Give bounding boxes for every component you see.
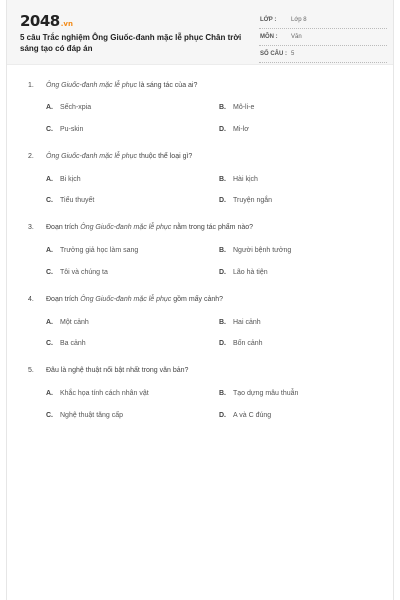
option-text: Tiểu thuyết [60, 197, 95, 204]
meta-row-count [259, 46, 387, 63]
option-letter: B. [219, 390, 226, 397]
option-letter: D. [219, 126, 226, 133]
option-c[interactable] [46, 411, 123, 421]
option-letter: A. [46, 247, 53, 254]
option-text: Mi-lơ [233, 126, 249, 133]
option-letter: D. [219, 412, 226, 419]
question-suffix: nằm trong tác phẩm nào? [171, 224, 254, 231]
option-c[interactable] [46, 268, 108, 278]
option-text: Ba cảnh [60, 340, 86, 347]
option-text: Hai cảnh [233, 319, 261, 326]
question-text [28, 366, 378, 376]
question-number: 5. [28, 367, 34, 374]
option-letter: A. [46, 176, 53, 183]
option-letter: D. [219, 197, 226, 204]
option-a[interactable] [46, 389, 149, 399]
meta-row-subject [259, 29, 387, 46]
option-letter: B. [219, 176, 226, 183]
option-text: Tạo dựng mâu thuẫn [233, 390, 299, 397]
option-d[interactable] [219, 125, 249, 135]
option-d[interactable] [219, 339, 263, 349]
option-text: Tôi và chúng ta [60, 269, 108, 276]
meta-value: 5 [291, 51, 295, 57]
option-text: Truyện ngắn [233, 197, 273, 204]
option-a[interactable] [46, 103, 91, 113]
option-a[interactable] [46, 246, 138, 256]
worksheet-page [6, 0, 394, 600]
option-b[interactable] [219, 318, 261, 328]
meta-row-class [259, 12, 387, 29]
question-text [28, 223, 378, 233]
option-d[interactable] [219, 196, 272, 206]
option-text: Nghệ thuật tăng cấp [60, 412, 124, 419]
option-text: Người bệnh tưởng [233, 247, 292, 254]
option-letter: B. [219, 104, 226, 111]
question-prefix: Đoạn trích [46, 224, 81, 231]
option-text: Trưởng giả học làm sang [60, 247, 139, 254]
question-prefix: Đâu là nghệ thuật nổi bật nhất trong văn bản? [46, 367, 189, 374]
question-work-title: Ông Giuốc-đanh mặc lễ phục [80, 296, 172, 303]
option-c[interactable] [46, 196, 94, 206]
meta-value: Văn [291, 34, 302, 40]
option-letter: D. [219, 269, 226, 276]
option-c[interactable] [46, 339, 86, 349]
option-letter: D. [219, 340, 226, 347]
question-number: 2. [28, 153, 34, 160]
question-number: 1. [28, 82, 34, 89]
option-text: Khắc họa tính cách nhân vật [60, 390, 149, 397]
option-b[interactable] [219, 389, 298, 399]
option-letter: A. [46, 104, 53, 111]
question-number: 3. [28, 224, 34, 231]
logo-main-text: 2048 [20, 12, 60, 30]
option-b[interactable] [219, 246, 291, 256]
option-letter: B. [219, 319, 226, 326]
question-work-title: Ông Giuốc-đanh mặc lễ phục [46, 82, 138, 89]
option-text: A và C đúng [233, 412, 272, 419]
option-letter: C. [46, 197, 53, 204]
option-text: Lão hà tiện [233, 269, 268, 276]
logo-suffix-text: .vn [60, 20, 73, 28]
meta-label: SỐ CÂU : [260, 51, 287, 57]
meta-label: LỚP : [260, 17, 277, 23]
worksheet-meta [259, 12, 387, 63]
question-work-title: Ông Giuốc-đanh mặc lễ phục [46, 153, 138, 160]
option-b[interactable] [219, 103, 254, 113]
worksheet-header [7, 0, 393, 65]
option-text: Hài kịch [233, 176, 258, 183]
question-suffix: là sáng tác của ai? [137, 82, 198, 89]
option-letter: C. [46, 269, 53, 276]
option-text: Bốn cảnh [233, 340, 263, 347]
option-text: Sếch-xpia [60, 104, 92, 111]
question-text [28, 81, 378, 91]
option-text: Pu-skin [60, 126, 84, 133]
option-letter: A. [46, 390, 53, 397]
option-a[interactable] [46, 175, 81, 185]
option-a[interactable] [46, 318, 89, 328]
question-number: 4. [28, 296, 34, 303]
meta-label: MÔN : [260, 34, 278, 40]
option-letter: C. [46, 126, 53, 133]
option-text: Một cảnh [60, 319, 89, 326]
question-prefix: Đoạn trích [46, 296, 81, 303]
question-work-title: Ông Giuốc-đanh mặc lễ phục [80, 224, 172, 231]
option-letter: C. [46, 412, 53, 419]
meta-value: Lớp 8 [291, 17, 307, 23]
option-c[interactable] [46, 125, 83, 135]
option-letter: B. [219, 247, 226, 254]
option-text: Bi kịch [60, 176, 81, 183]
option-text: Mô-li-e [233, 104, 255, 111]
question-suffix: thuộc thể loại gì? [137, 153, 193, 160]
option-d[interactable] [219, 268, 268, 278]
site-logo[interactable] [20, 12, 73, 30]
question-suffix: gồm mấy cảnh? [171, 296, 224, 303]
option-letter: A. [46, 319, 53, 326]
question-text [28, 295, 378, 305]
option-letter: C. [46, 340, 53, 347]
question-text [28, 152, 378, 162]
worksheet-title: 5 câu Trắc nghiệm Ông Giuốc-đanh mặc lễ phục Chân trời sáng tạo có đáp án [20, 33, 242, 53]
option-d[interactable] [219, 411, 271, 421]
option-b[interactable] [219, 175, 258, 185]
